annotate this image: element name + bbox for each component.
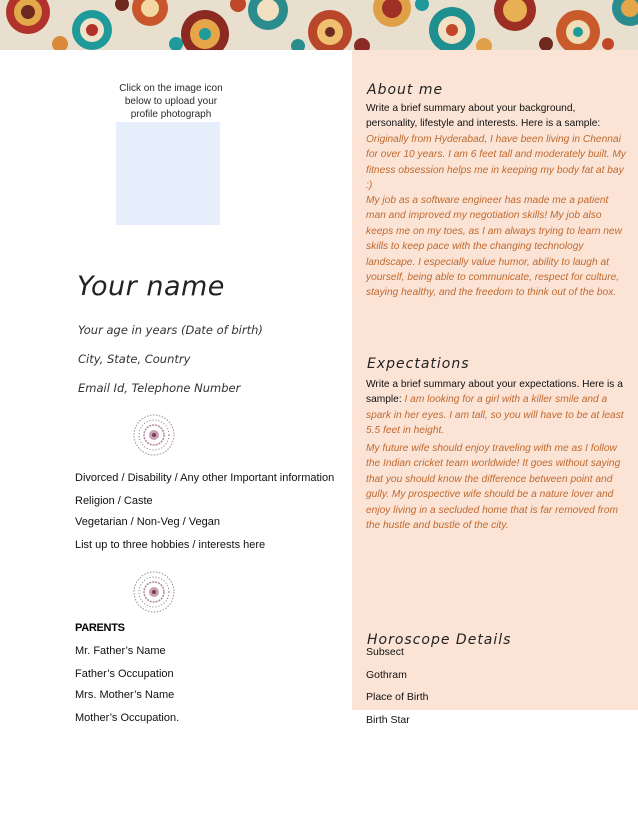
mandala-ornament-icon [132, 570, 176, 614]
about-sample-2: My job as a software engineer has made me a patient man and improved my negotiation skills! My job also keeps me on my toes, as I am always trying to learn new skills to keep pace with the changing technology landscape. I especially value humor, ability to laugh at yourself, being able to communicate, respect for culture, staying healthy, and the freedom to think out of the box. [366, 195, 622, 299]
decorative-banner [0, 0, 638, 50]
father-name: Mr. Father’s Name [75, 645, 166, 657]
expect-sample-2: My future wife should enjoy traveling with me as I follow the Indian cricket team worldwide! It goes without saying that you should know the difference between point and gully. My prospective wife should be a nature lover and enjoy living in a secluded home that is far removed from the hustle and bustle of the city. [366, 443, 621, 532]
horoscope-title: Horoscope Details [367, 632, 512, 648]
about-sample-1: Originally from Hyderabad, I have been living in Chennai for over 10 years. I am 6 feet tall and moderately built. My fitness obsession helps me in keeping my body fat at bay :) [366, 133, 626, 192]
expect-sample-1: I am looking for a girl with a killer smile and a spark in her eyes. I am tall, so you will have to be at least 5.5 feet in height. [366, 394, 624, 437]
upload-instruction: Click on the image icon below to upload your profile photograph [119, 83, 223, 120]
horoscope-birth-star: Birth Star [366, 714, 410, 726]
horoscope-title-wrap [367, 628, 547, 648]
age-line: Your age in years (Date of birth) [78, 323, 263, 337]
expectations-section [366, 377, 628, 439]
about-me-title: About me [367, 82, 444, 98]
profile-photo-placeholder[interactable] [116, 122, 220, 225]
parents-heading: PARENTS [75, 622, 125, 634]
horoscope-gothram: Gothram [366, 669, 407, 681]
paisley-pattern [0, 0, 638, 50]
horoscope-subsect: Subsect [366, 646, 404, 658]
mother-name: Mrs. Mother’s Name [75, 689, 175, 701]
expect-intro: Write a brief summary about your expectations. Here is a sample: [366, 379, 623, 406]
detail-religion: Religion / Caste [75, 495, 153, 507]
about-intro: Write a brief summary about your background, personality, lifestyle and interests. Here is a sample: [366, 103, 601, 130]
your-name-heading: Your name [77, 271, 225, 302]
mother-occupation: Mother’s Occupation. [75, 712, 180, 724]
expectations-title: Expectations [367, 356, 470, 372]
father-occupation: Father’s Occupation [75, 668, 174, 680]
location-line: City, State, Country [78, 352, 191, 366]
contact-line: Email Id, Telephone Number [78, 381, 241, 395]
detail-hobbies: List up to three hobbies / interests here [75, 539, 266, 551]
detail-important-info: Divorced / Disability / Any other Important information [75, 472, 335, 484]
about-me-section [366, 101, 628, 193]
horoscope-place-of-birth: Place of Birth [366, 691, 429, 703]
mandala-ornament-icon [132, 413, 176, 457]
detail-diet: Vegetarian / Non-Veg / Vegan [75, 516, 220, 528]
